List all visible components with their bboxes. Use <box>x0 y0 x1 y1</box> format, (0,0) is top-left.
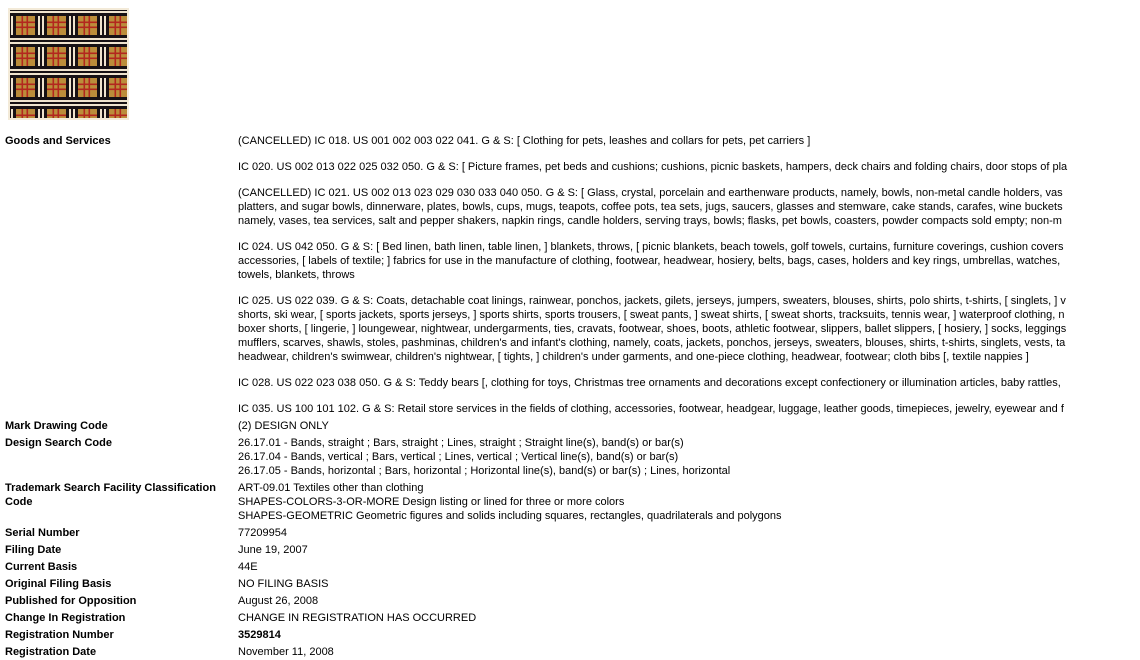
goods-services-paragraph <box>238 186 1067 228</box>
record-row-published-for-opposition <box>0 592 1140 609</box>
field-label: Trademark Search Facility Classification Code <box>5 481 216 508</box>
value-line: 26.17.05 - Bands, horizontal ; Bars, horizontal ; Horizontal line(s), band(s) or bar(s) ; Lines, horizontal <box>238 464 731 477</box>
trademark-mark-image <box>8 8 129 120</box>
field-label: Published for Opposition <box>5 594 137 607</box>
field-label: Registration Number <box>5 628 114 641</box>
record-row-change-in-registration <box>0 609 1140 626</box>
value-line: accessories, [ labels of textile; ] fabrics for use in the manufacture of clothing, footwear, headwear, hosiery, belts, bags, cases, holders and key rings, umbrellas, watches, <box>238 254 1061 267</box>
field-value: November 11, 2008 <box>238 645 334 658</box>
record-row-serial-number <box>0 524 1140 541</box>
field-value: (2) DESIGN ONLY <box>238 419 329 432</box>
record-row-goods-and-services <box>0 132 1140 417</box>
goods-services-paragraph <box>238 376 1067 390</box>
value-line: namely, vases, tea services, salt and pepper shakers, napkin rings, candle holders, serving trays, bowls; flasks, pet bowls, coasters, powder compacts sold empty; non-m <box>238 214 1062 227</box>
record-row-current-basis <box>0 558 1140 575</box>
goods-services-paragraph <box>238 134 1067 148</box>
field-value: 3529814 <box>238 628 281 641</box>
field-label: Goods and Services <box>5 134 111 147</box>
field-value: NO FILING BASIS <box>238 577 329 590</box>
field-value: CHANGE IN REGISTRATION HAS OCCURRED <box>238 611 477 624</box>
value-line: IC 035. US 100 101 102. G & S: Retail store services in the fields of clothing, accessories, footwear, headgear, luggage, leather goods, timepieces, jewelry, eyewear and f <box>238 402 1064 415</box>
record-table <box>0 132 1140 660</box>
record-row-registration-number <box>0 626 1140 643</box>
goods-services-paragraph <box>238 160 1067 174</box>
field-label: Registration Date <box>5 645 97 658</box>
design-search-code-value <box>238 436 730 478</box>
record-row-design-search-code <box>0 434 1140 479</box>
field-value: 44E <box>238 560 258 573</box>
value-line: (CANCELLED) IC 018. US 001 002 003 022 041. G & S: [ Clothing for pets, leashes and collars for pets, pet carriers ] <box>238 134 811 147</box>
goods-and-services-value <box>238 134 1067 416</box>
value-line: SHAPES-GEOMETRIC Geometric figures and solids including squares, rectangles, quadrilaterals and polygons <box>238 509 782 522</box>
field-value: August 26, 2008 <box>238 594 319 607</box>
value-line: platters, and sugar bowls, dinnerware, plates, bowls, cups, mugs, teapots, coffee pots, tea sets, jugs, saucers, glasses and stemware, cake stands, carafes, wine buckets <box>238 200 1063 213</box>
value-line: towels, blankets, throws <box>238 268 355 281</box>
record-row-tm-search-facility-code <box>0 479 1140 524</box>
record-row-filing-date <box>0 541 1140 558</box>
field-label: Mark Drawing Code <box>5 419 108 432</box>
field-label: Change In Registration <box>5 611 126 624</box>
value-line: IC 028. US 022 023 038 050. G & S: Teddy bears [, clothing for toys, Christmas tree ornaments and decorations except confectionery or illumination articles, baby rattles, <box>238 376 1061 389</box>
value-line: boxer shorts, [ lingerie, ] loungewear, nightwear, undergarments, ties, cravats, footwear, shoes, boots, athletic footwear, slippers, ballet slippers, [ hosiery, ] socks, leggings <box>238 322 1067 335</box>
plaid-check-pattern-image <box>10 10 127 118</box>
goods-services-paragraph <box>238 402 1067 416</box>
record-row-registration-date <box>0 643 1140 660</box>
value-line: shorts, ski wear, [ sports jackets, sports jerseys, ] sports shirts, sports trousers, [ sweat pants, ] sweat shirts, [ sweat shorts, tracksuits, tennis wear, ] waterproof clothing, n <box>238 308 1065 321</box>
value-line: ART-09.01 Textiles other than clothing <box>238 481 424 494</box>
value-line: headwear, children's swimwear, children's nightwear, [ tights, ] children's under garments, and one-piece clothing, headwear, footwear; cloth bibs [, textile nappies ] <box>238 350 1029 363</box>
value-line: IC 025. US 022 039. G & S: Coats, detachable coat linings, rainwear, ponchos, jackets, gilets, jerseys, jumpers, sweaters, blouses, shirts, polo shirts, t-shirts, [ singlets, ] v <box>238 294 1066 307</box>
record-row-original-filing-basis <box>0 575 1140 592</box>
value-line: (CANCELLED) IC 021. US 002 013 023 029 030 033 040 050. G & S: [ Glass, crystal, porcelain and earthenware products, namely, bowls, non-metal candle holders, vas <box>238 186 1063 199</box>
goods-services-paragraph <box>238 294 1067 364</box>
tm-search-facility-code-value <box>238 481 782 523</box>
value-line: mufflers, scarves, shawls, stoles, pashminas, children's and infant's clothing, namely, coats, jackets, ponchos, jerseys, sweaters, blouses, shirts, t-shirts, singlets, vests, ta <box>238 336 1066 349</box>
field-value: 77209954 <box>238 526 287 539</box>
record-row-mark-drawing-code <box>0 417 1140 434</box>
field-value: June 19, 2007 <box>238 543 308 556</box>
field-label: Filing Date <box>5 543 62 556</box>
field-label: Original Filing Basis <box>5 577 112 590</box>
value-line: IC 024. US 042 050. G & S: [ Bed linen, bath linen, table linen, ] blankets, throws, [ picnic blankets, beach towels, golf towels, curtains, furniture coverings, cushion covers <box>238 240 1064 253</box>
value-line: 26.17.01 - Bands, straight ; Bars, straight ; Lines, straight ; Straight line(s), band(s) or bar(s) <box>238 436 684 449</box>
value-line: SHAPES-COLORS-3-OR-MORE Design listing or lined for three or more colors <box>238 495 625 508</box>
field-label: Current Basis <box>5 560 78 573</box>
value-line: 26.17.04 - Bands, vertical ; Bars, vertical ; Lines, vertical ; Vertical line(s), band(s) or bar(s) <box>238 450 679 463</box>
field-label: Serial Number <box>5 526 80 539</box>
value-line: IC 020. US 002 013 022 025 032 050. G & S: [ Picture frames, pet beds and cushions; cushions, picnic baskets, hampers, deck chairs and folding chairs, door stops of pla <box>238 160 1068 173</box>
field-label: Design Search Code <box>5 436 112 449</box>
goods-services-paragraph <box>238 240 1067 282</box>
